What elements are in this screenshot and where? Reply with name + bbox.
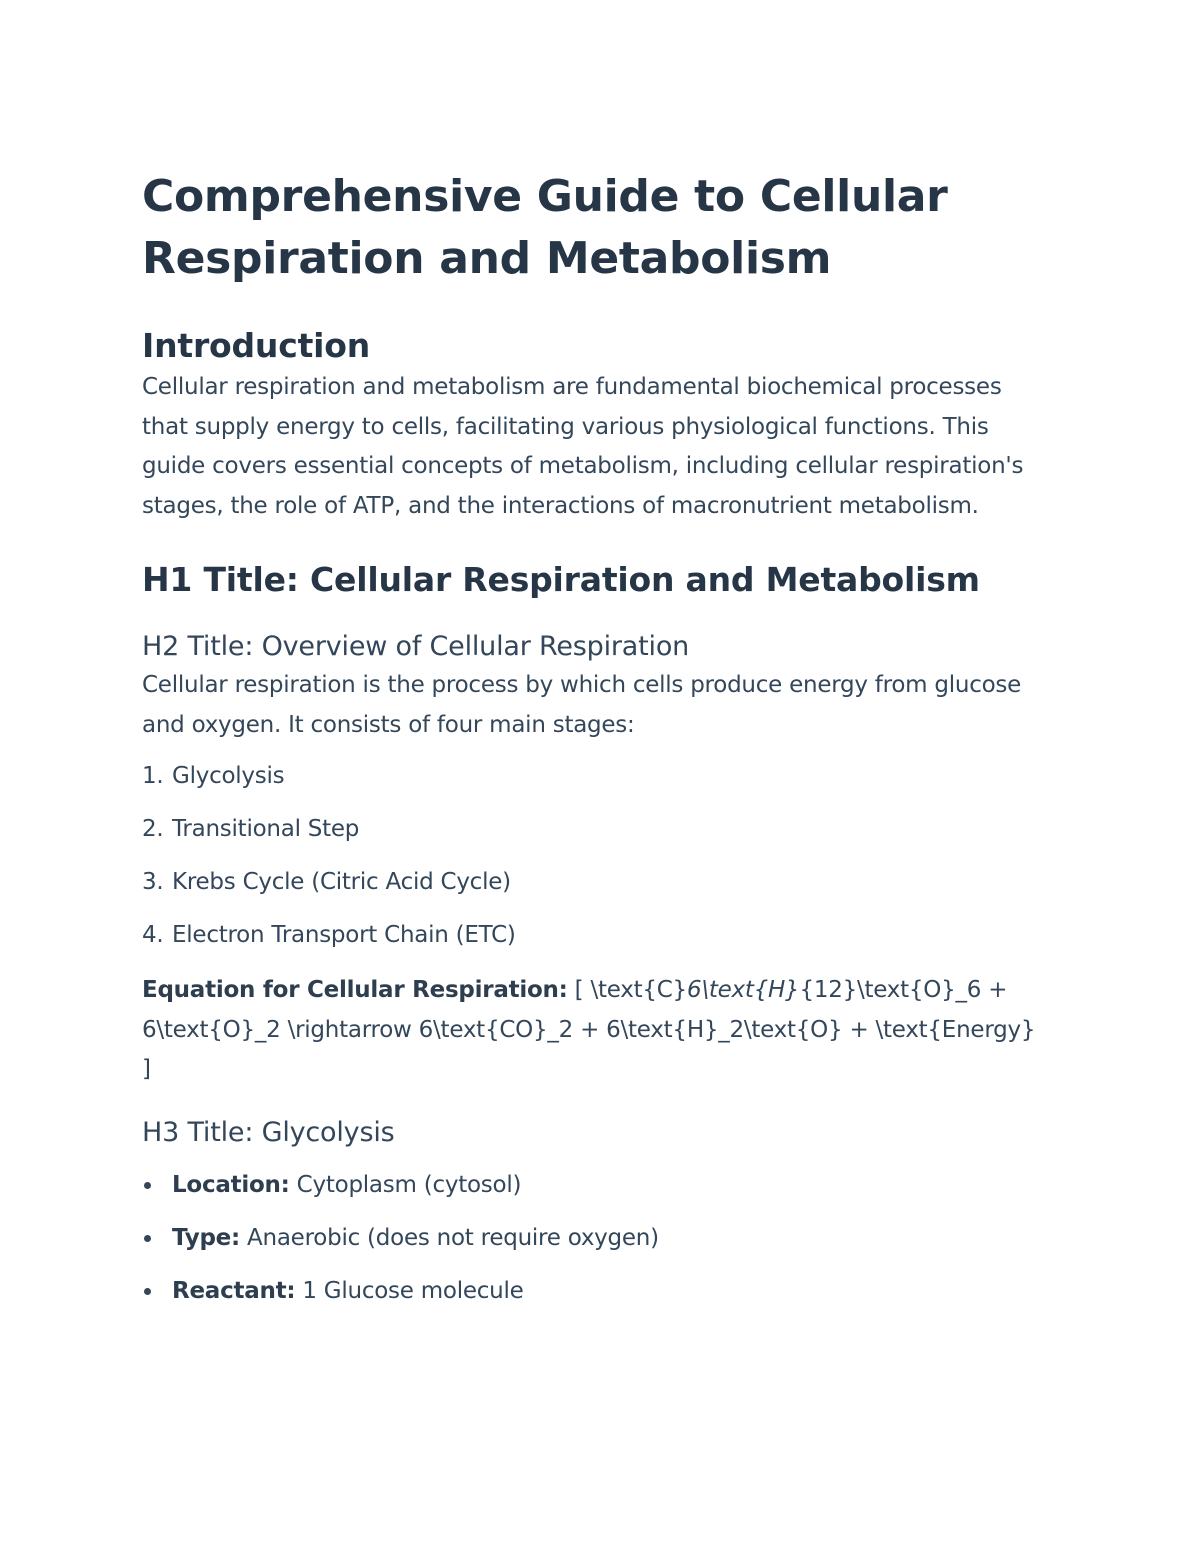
- list-item: [142, 918, 1042, 952]
- list-item: [142, 1221, 1042, 1255]
- list-number: 4.: [142, 922, 164, 948]
- fact-label: Type:: [172, 1224, 240, 1251]
- introduction-heading: Introduction: [142, 326, 371, 365]
- equation-part-1: [ \text{C}: [567, 977, 687, 1003]
- h1-title-heading: H1 Title: Cellular Respiration and Metabolism: [142, 560, 980, 599]
- list-item: [142, 812, 1042, 846]
- list-number: 3.: [142, 869, 164, 895]
- list-item: [142, 865, 1042, 899]
- fact-label: Reactant:: [172, 1277, 296, 1304]
- list-item-label: Glycolysis: [172, 763, 285, 789]
- list-item: [142, 1274, 1042, 1308]
- list-number: 2.: [142, 816, 164, 842]
- list-number: 1.: [142, 763, 164, 789]
- equation-label: Equation for Cellular Respiration:: [142, 977, 568, 1003]
- list-item: [142, 1168, 1042, 1202]
- bullet-icon: [144, 1182, 151, 1189]
- fact-label: Location:: [172, 1171, 290, 1198]
- glycolysis-facts-list: [142, 1168, 1042, 1308]
- introduction-paragraph: Cellular respiration and metabolism are fundamental biochemical processes that supply energy to cells, facilitating various physiological functions. This guide covers essential concepts of metabolism, including cellular respiration's stages, the role of ATP, and the interactions of macronutrient metabolism.: [142, 374, 1024, 519]
- h2-title-heading: H2 Title: Overview of Cellular Respiration: [142, 631, 690, 662]
- list-item: [142, 759, 1042, 793]
- bullet-icon: [144, 1288, 151, 1295]
- equation-italic-part: 6\text{H}: [686, 977, 800, 1003]
- fact-value: Cytoplasm (cytosol): [289, 1171, 522, 1198]
- list-item-label: Krebs Cycle (Citric Acid Cycle): [172, 869, 511, 895]
- document-page: [142, 166, 1042, 1327]
- document-title: Comprehensive Guide to Cellular Respiration and Metabolism: [142, 171, 948, 284]
- list-item-label: Transitional Step: [172, 816, 360, 842]
- stages-list: [142, 759, 1042, 952]
- h3-title-heading: H3 Title: Glycolysis: [142, 1116, 395, 1148]
- equation-part-2: {12}\text{O}_6 + 6\text{O}_2 \rightarrow 6\text{CO}_2 + 6\text{H}_2\text{O} + \text{Energy} ]: [142, 977, 1036, 1082]
- list-item-label: Electron Transport Chain (ETC): [172, 922, 516, 948]
- bullet-icon: [144, 1235, 151, 1242]
- fact-value: Anaerobic (does not require oxygen): [239, 1224, 659, 1251]
- equation-paragraph: [142, 971, 1042, 1090]
- fact-value: 1 Glucose molecule: [295, 1277, 524, 1304]
- overview-paragraph: Cellular respiration is the process by which cells produce energy from glucose and oxygen. It consists of four main stages:: [142, 672, 1022, 738]
